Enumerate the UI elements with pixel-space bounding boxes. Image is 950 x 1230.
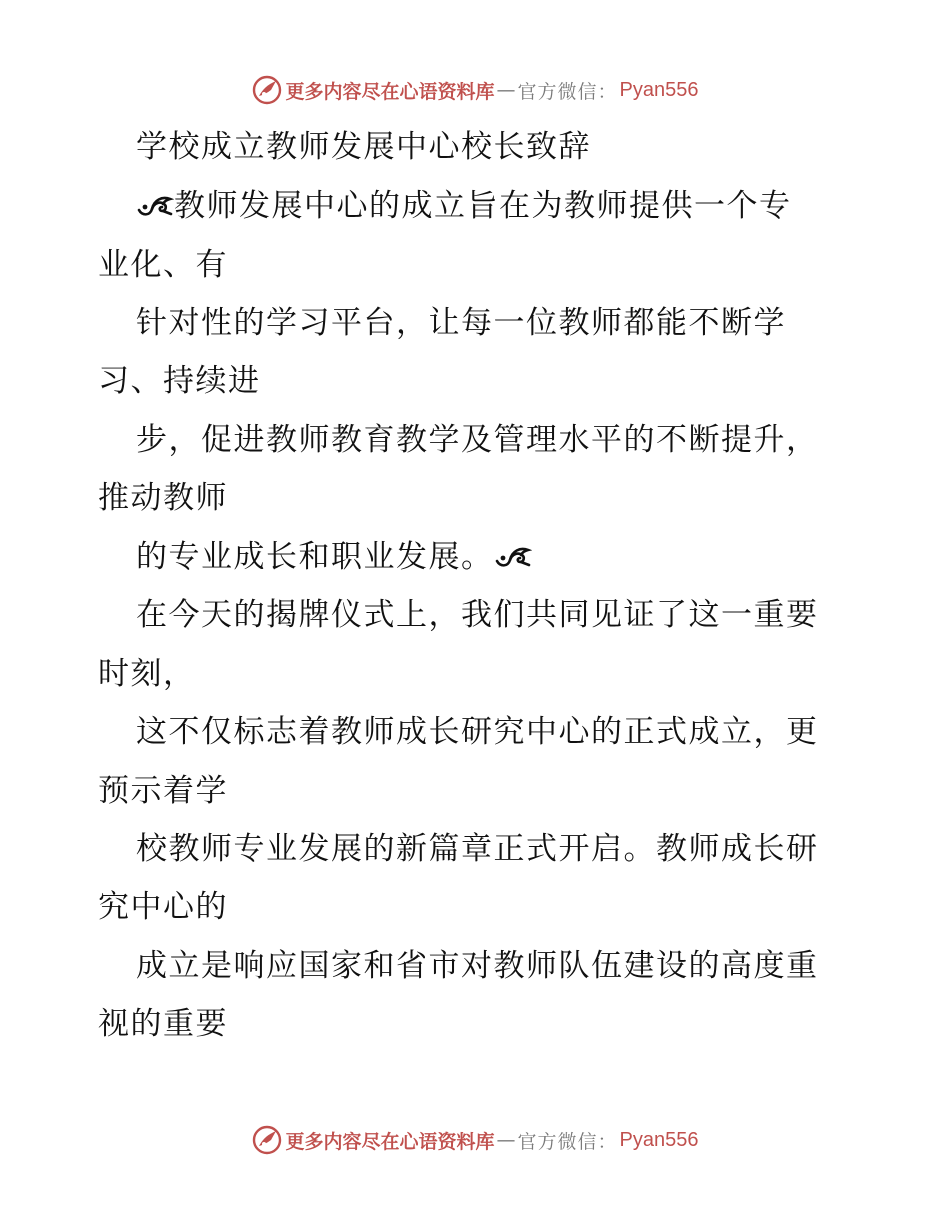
paragraph-line: 业化、有 [98, 247, 228, 283]
header-banner [0, 70, 950, 110]
fleuron-ornament-icon [136, 192, 174, 218]
banner-wechat-label: 官方微信： [517, 80, 618, 103]
paragraph-text: 教师发展中心的成立旨在为教师提供一个专 [174, 188, 792, 224]
paragraph-line: 视的重要 [98, 1006, 228, 1042]
paragraph-line: 时刻， [98, 656, 196, 692]
paragraph-line: 校教师专业发展的新篇章正式开启。教师成长研 [136, 831, 819, 867]
paragraph-line [136, 186, 792, 226]
banner-wechat-id: Pyan556 [619, 78, 699, 101]
banner-dash: — [496, 1129, 516, 1151]
banner-wechat-label: 官方微信： [517, 1130, 618, 1153]
paragraph-line: 针对性的学习平台，让每一位教师都能不断学 [136, 305, 786, 341]
banner-wechat-id: Pyan556 [619, 1128, 699, 1151]
banner-dash: — [496, 79, 516, 101]
paragraph-line: 步，促进教师教育教学及管理水平的不断提升， [136, 422, 819, 458]
banner-text: 更多内容尽在心语资料库 [285, 80, 495, 103]
paragraph-line: 推动教师 [98, 480, 228, 516]
paragraph-line: 究中心的 [98, 889, 228, 925]
paragraph-line: 在今天的揭牌仪式上，我们共同见证了这一重要 [136, 597, 819, 633]
fleuron-ornament-icon [494, 543, 532, 569]
paragraph-line: 这不仅标志着教师成长研究中心的正式成立，更 [136, 714, 819, 750]
paragraph-line: 习、持续进 [98, 363, 261, 399]
banner-logo-icon [252, 1125, 282, 1155]
paragraph-line: 成立是响应国家和省市对教师队伍建设的高度重 [136, 948, 819, 984]
paragraph-text: 的专业成长和职业发展。 [136, 539, 494, 575]
paragraph-line [136, 537, 532, 577]
banner-logo-icon [252, 75, 282, 105]
document-title: 学校成立教师发展中心校长致辞 [136, 129, 591, 165]
footer-banner [0, 1120, 950, 1160]
paragraph-line: 预示着学 [98, 773, 228, 809]
banner-text: 更多内容尽在心语资料库 [285, 1130, 495, 1153]
